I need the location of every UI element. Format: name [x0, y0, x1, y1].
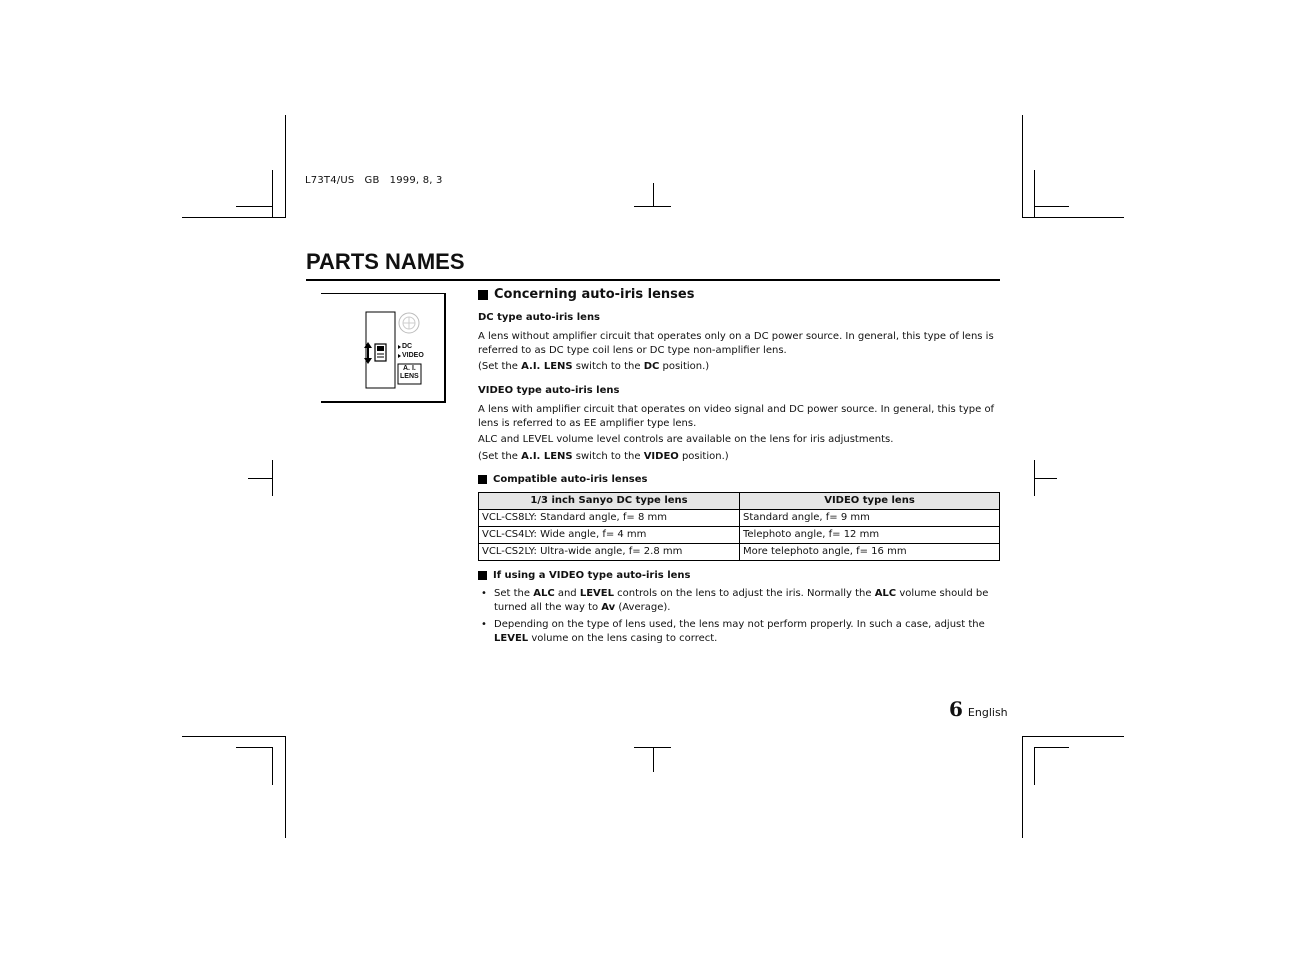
crop-mark: [285, 736, 286, 838]
video-heading: VIDEO type auto-iris lens: [478, 384, 620, 396]
switch-diagram-svg: [321, 294, 444, 401]
page-language: English: [967, 706, 1008, 719]
crop-mark: [272, 747, 273, 785]
crop-mark: [653, 183, 654, 207]
crop-mark: [634, 206, 671, 207]
crop-mark: [248, 478, 273, 479]
switch-diagram: [321, 293, 446, 403]
table-header-cell: VIDEO type lens: [740, 492, 1000, 509]
table-cell: VCL-CS4LY: Wide angle, f= 4 mm: [479, 526, 740, 543]
crop-mark: [1022, 217, 1124, 218]
crop-mark: [236, 747, 273, 748]
table-cell: More telephoto angle, f= 16 mm: [740, 543, 1000, 560]
crop-mark: [182, 217, 286, 218]
crop-mark: [653, 747, 654, 772]
dc-set-instruction: (Set the A.I. LENS switch to the DC position.): [478, 361, 710, 372]
page-title: PARTS NAMES: [306, 249, 465, 274]
using-heading: If using a VIDEO type auto-iris lens: [478, 569, 1000, 583]
table-header-row: [479, 492, 1000, 509]
crop-mark: [1022, 115, 1023, 218]
title-rule: [306, 279, 1000, 281]
crop-mark: [285, 115, 286, 218]
crop-mark: [236, 206, 273, 207]
lens-label: LENS: [400, 373, 419, 380]
square-bullet-icon: [478, 571, 487, 580]
print-header: L73T4/US GB 1999, 8, 3: [305, 175, 443, 186]
dc-description: A lens without amplifier circuit that operates only on a DC power source. In general, this type of lens is referred to as DC type coil lens or DC type non-amplifier lens.: [478, 331, 994, 356]
video-marker-icon: [398, 354, 401, 358]
table-cell: VCL-CS8LY: Standard angle, f= 8 mm: [479, 509, 740, 526]
compatible-heading: Compatible auto-iris lenses: [478, 473, 1000, 487]
crop-mark: [1022, 736, 1124, 737]
crop-mark: [1034, 478, 1057, 479]
video-description: A lens with amplifier circuit that operates on video signal and DC power source. In general, this type of lens is referred to as EE amplifier type lens.: [478, 404, 995, 429]
content-column: [478, 288, 1000, 649]
video-description-2: ALC and LEVEL volume level controls are available on the lens for iris adjustments.: [478, 434, 894, 445]
crop-mark: [1034, 747, 1069, 748]
crop-mark: [1034, 747, 1035, 785]
table-row: [479, 509, 1000, 526]
square-bullet-icon: [478, 290, 488, 300]
crop-mark: [1022, 736, 1023, 838]
table-cell: Telephoto angle, f= 12 mm: [740, 526, 1000, 543]
list-item: • Set the ALC and LEVEL controls on the lens to adjust the iris. Normally the ALC volume should be turned all the way to Av (Average).: [478, 587, 1000, 614]
section-heading: Concerning auto-iris lenses: [478, 288, 1000, 302]
crop-mark: [1034, 170, 1035, 218]
dc-heading: DC type auto-iris lens: [478, 311, 601, 323]
video-label: VIDEO: [402, 352, 424, 359]
crop-mark: [272, 170, 273, 218]
table-row: [479, 526, 1000, 543]
using-list: [478, 587, 1000, 645]
crop-mark: [1034, 206, 1069, 207]
square-bullet-icon: [478, 475, 487, 484]
dc-label: DC: [402, 343, 413, 350]
dc-marker-icon: [398, 345, 401, 349]
table-header-cell: 1/3 inch Sanyo DC type lens: [479, 492, 740, 509]
page-number: 6: [949, 697, 963, 721]
video-set-instruction: (Set the A.I. LENS switch to the VIDEO position.): [478, 450, 729, 462]
page-footer: [949, 697, 1008, 721]
table-cell: Standard angle, f= 9 mm: [740, 509, 1000, 526]
table-cell: VCL-CS2LY: Ultra-wide angle, f= 2.8 mm: [479, 543, 740, 560]
compatible-lenses-table: [478, 492, 1000, 561]
list-item: • Depending on the type of lens used, the lens may not perform properly. In such a case, adjust the LEVEL volume on the lens casing to correct.: [478, 618, 1000, 645]
switch-knob: [377, 346, 384, 351]
table-row: [479, 543, 1000, 560]
crop-mark: [182, 736, 286, 737]
ai-label: A. I.: [403, 365, 416, 372]
